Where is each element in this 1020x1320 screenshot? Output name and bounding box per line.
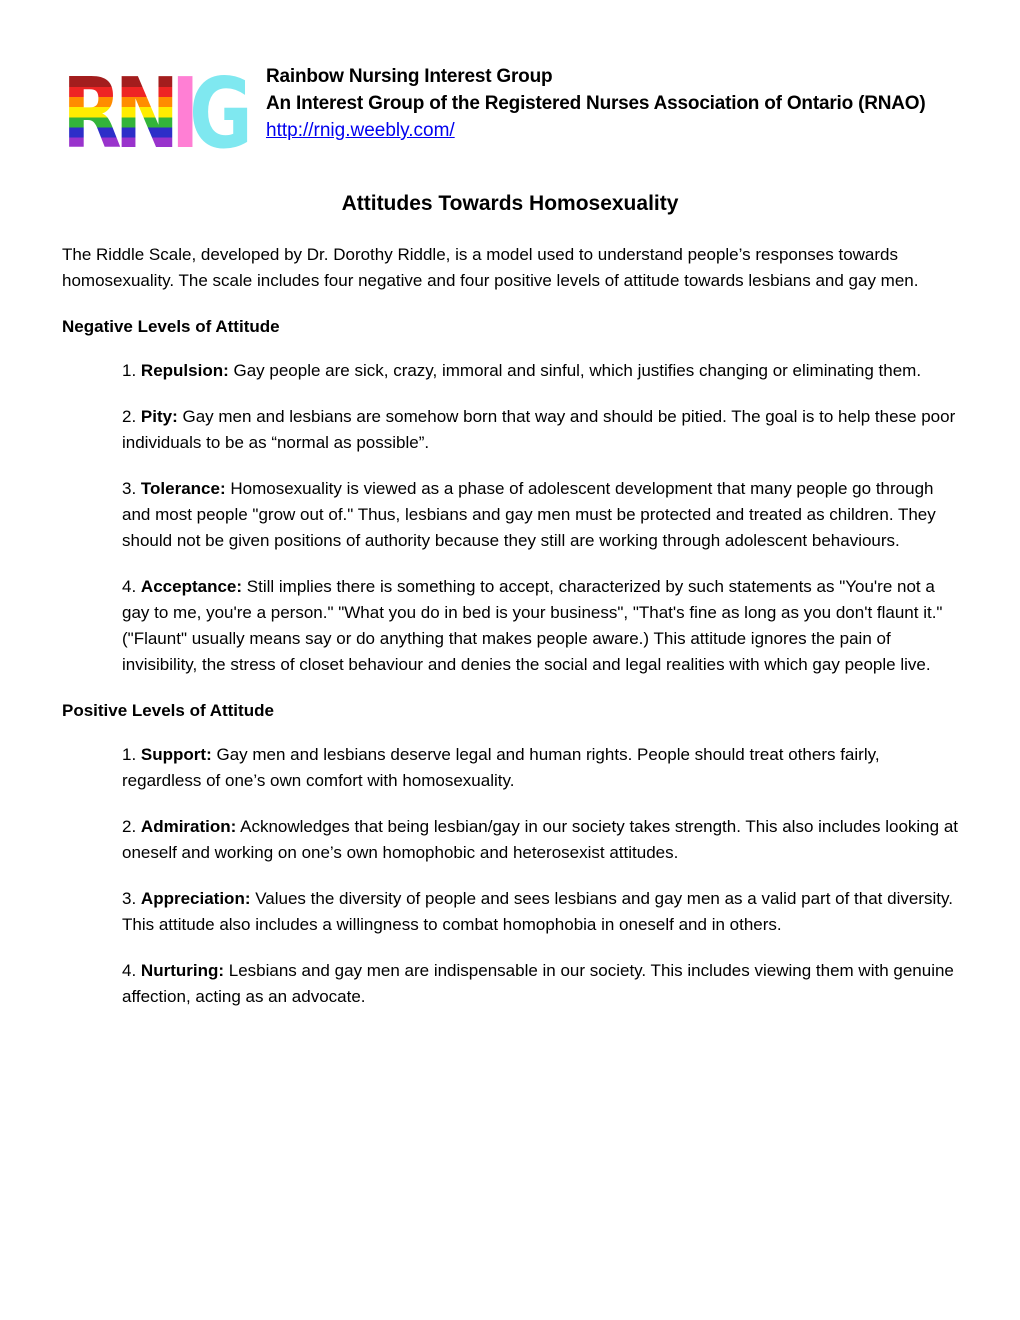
attitude-item-pity bbox=[122, 404, 958, 456]
item-number: 2. bbox=[122, 817, 137, 836]
item-number: 4. bbox=[122, 577, 137, 596]
item-number: 4. bbox=[122, 961, 137, 980]
item-number: 3. bbox=[122, 479, 137, 498]
item-text: Values the diversity of people and sees lesbians and gay men as a valid part of that diversity. This attitude also includes a willingness to combat homophobia in oneself and in others. bbox=[122, 889, 953, 934]
item-term: Admiration: bbox=[140, 817, 237, 836]
attitude-item-acceptance bbox=[122, 574, 958, 678]
item-text: Gay people are sick, crazy, immoral and sinful, which justifies changing or eliminating them. bbox=[233, 361, 922, 380]
item-number: 3. bbox=[122, 889, 137, 908]
item-number: 1. bbox=[122, 361, 137, 380]
attitude-item-support bbox=[122, 742, 958, 794]
item-term: Pity: bbox=[140, 407, 178, 426]
item-term: Acceptance: bbox=[140, 577, 243, 596]
item-text: Gay men and lesbians deserve legal and human rights. People should treat others fairly, regardless of one’s own comfort with homosexuality. bbox=[122, 745, 880, 790]
attitude-item-tolerance bbox=[122, 476, 958, 554]
item-term: Tolerance: bbox=[140, 479, 226, 498]
logo-pink-letter: I bbox=[170, 57, 193, 170]
org-subtitle: An Interest Group of the Registered Nurses Association of Ontario (RNAO) bbox=[266, 93, 926, 114]
page-title: Attitudes Towards Homosexuality bbox=[341, 192, 679, 215]
rnig-logo bbox=[62, 57, 246, 170]
item-number: 1. bbox=[122, 745, 137, 764]
attitude-item-nurturing bbox=[122, 958, 958, 1010]
section-heading-positive: Positive Levels of Attitude bbox=[62, 701, 274, 720]
item-text: Gay men and lesbians are somehow born that way and should be pitied. The goal is to help these poor individuals to be as “normal as possible”. bbox=[122, 407, 956, 452]
letterhead bbox=[62, 57, 958, 170]
item-term: Support: bbox=[140, 745, 212, 764]
org-name: Rainbow Nursing Interest Group bbox=[266, 66, 553, 87]
section-heading-negative: Negative Levels of Attitude bbox=[62, 317, 280, 336]
item-term: Appreciation: bbox=[140, 889, 251, 908]
item-text: Lesbians and gay men are indispensable in our society. This includes viewing them with genuine affection, acting as an advocate. bbox=[122, 961, 954, 1006]
item-number: 2. bbox=[122, 407, 137, 426]
item-text: Still implies there is something to accept, characterized by such statements as "You're not a gay to me, you're a person." "What you do in bed is your business", "That's fine as long as you don't flaunt it." ("Flaunt" usually means say or do anything that makes people aware.) This attitude ignores the pain of invisibility, the stress of closet behaviour and denies the social and legal realities with which gay people live. bbox=[122, 577, 943, 674]
item-term: Nurturing: bbox=[140, 961, 225, 980]
item-term: Repulsion: bbox=[140, 361, 229, 380]
intro-paragraph: The Riddle Scale, developed by Dr. Dorothy Riddle, is a model used to understand people’s responses towards homosexuality. The scale includes four negative and four positive levels of attitude towards lesbians and gay men. bbox=[62, 245, 919, 290]
document-body bbox=[62, 242, 958, 1010]
rnig-logo-letters bbox=[62, 57, 246, 170]
logo-rainbow-letters: RN bbox=[62, 57, 173, 170]
item-text: Acknowledges that being lesbian/gay in our society takes strength. This also includes looking at oneself and working on one’s own homophobic and heterosexist attitudes. bbox=[122, 817, 958, 862]
logo-cyan-letter: G bbox=[189, 57, 246, 170]
attitude-item-repulsion bbox=[122, 358, 958, 384]
item-text: Homosexuality is viewed as a phase of adolescent development that many people go through and most people "grow out of." Thus, lesbians and gay men must be protected and treated as children. They should not be given positions of authority because they still are working through adolescent behaviours. bbox=[122, 479, 936, 550]
attitude-item-admiration bbox=[122, 814, 958, 866]
attitude-item-appreciation bbox=[122, 886, 958, 938]
letterhead-text bbox=[266, 62, 958, 144]
org-url-link[interactable]: http://rnig.weebly.com/ bbox=[266, 120, 455, 141]
